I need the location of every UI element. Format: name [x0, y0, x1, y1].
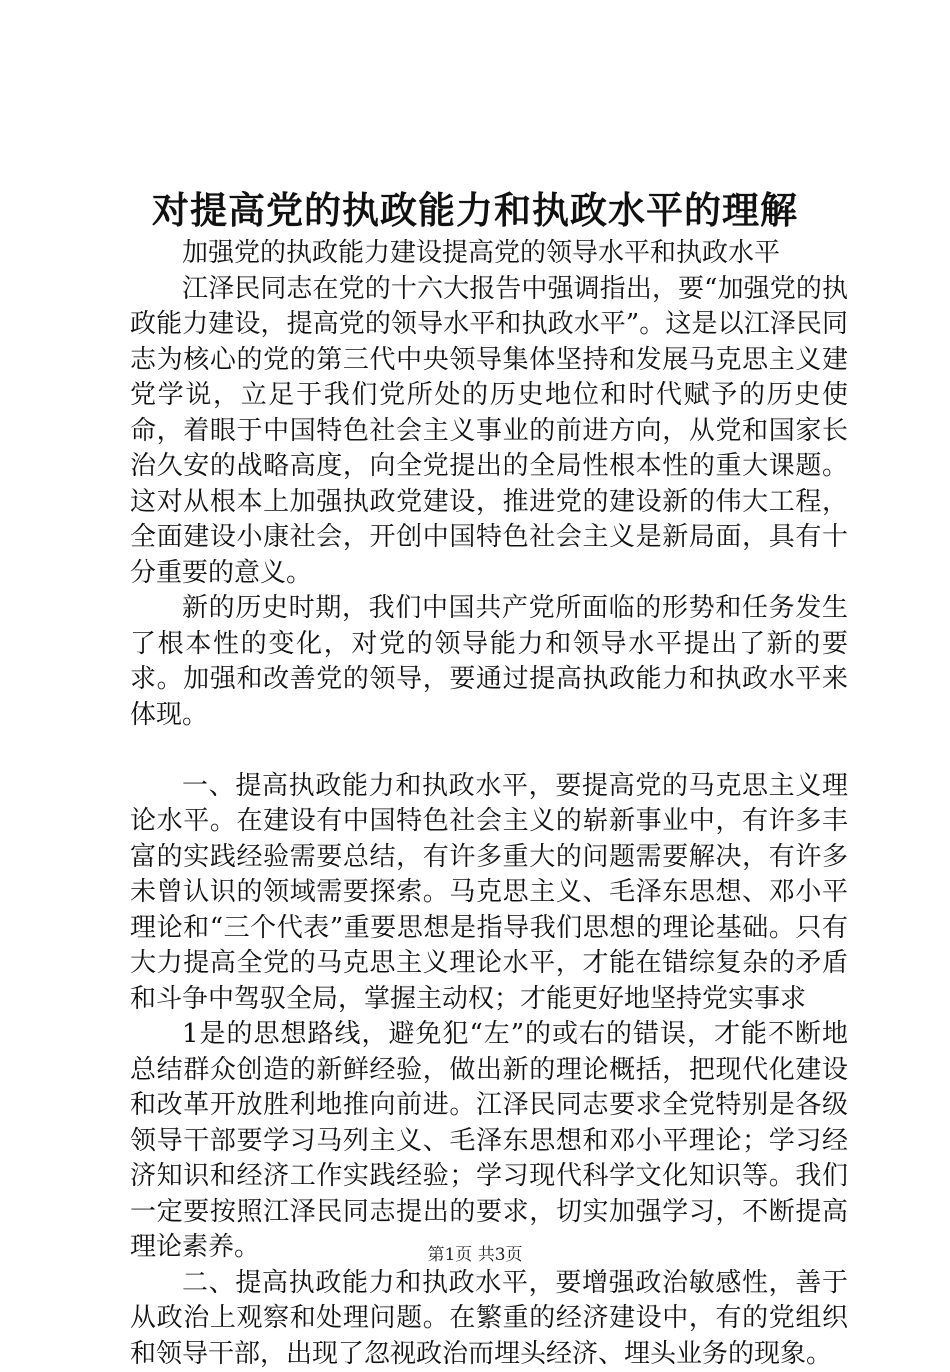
- paragraph: 新的历史时期，我们中国共产党所面临的形势和任务发生了根本性的变化，对党的领导能力和领导水平提出了新的要求。加强和改善党的领导，要通过提高执政能力和执政水平来体现。: [130, 591, 848, 733]
- paragraph-subtitle: 加强党的执政能力建设提高党的领导水平和执政水平: [130, 236, 848, 272]
- paragraph: 一、提高执政能力和执政水平，要提高党的马克思主义理论水平。在建设有中国特色社会主义的崭新事业中，有许多丰富的实践经验需要总结，有许多重大的问题需要解决，有许多未曾认识的领域需要探索。马克思主义、毛泽东思想、邓小平理论和“三个代表”重要思想是指导我们思想的理论基础。只有大力提高全党的马克思主义理论水平，才能在错综复杂的矛盾和斗争中驾驭全局，掌握主动权；才能更好地坚持党实事求: [130, 769, 848, 1018]
- paragraph: 江泽民同志在党的十六大报告中强调指出，要“加强党的执政能力建设，提高党的领导水平和执政水平”。这是以江泽民同志为核心的党的第三代中央领导集体坚持和发展马克思主义建党学说，立足于我们党所处的历史地位和时代赋予的历史使命，着眼于中国特色社会主义事业的前进方向，从党和国家长治久安的战略高度，向全党提出的全局性根本性的重大课题。这对从根本上加强执政党建设，推进党的建设新的伟大工程，全面建设小康社会，开创中国特色社会主义是新局面，具有十分重要的意义。: [130, 272, 848, 592]
- paragraph: 二、提高执政能力和执政水平，要增强政治敏感性，善于从政治上观察和处理问题。在繁重的经济建设中，有的党组织和领导干部，出现了忽视政治而埋头经济、埋头业务的现象。: [130, 1266, 848, 1372]
- paragraph: 1是的思想路线，避免犯“左”的或右的错误，才能不断地总结群众创造的新鲜经验，做出新的理论概括，把现代化建设和改革开放胜利地推向前进。江泽民同志要求全党特别是各级领导干部要学习马列主义、毛泽东思想和邓小平理论；学习经济知识和经济工作实践经验；学习现代科学文化知识等。我们一定要按照江泽民同志提出的要求，切实加强学习，不断提高理论素养。: [130, 1017, 848, 1266]
- document-body: [130, 236, 848, 1372]
- document-title: 对提高党的执政能力和执政水平的理解: [0, 180, 950, 240]
- blank-line: [130, 733, 848, 769]
- page-footer: 第1页 共3页: [0, 1240, 950, 1270]
